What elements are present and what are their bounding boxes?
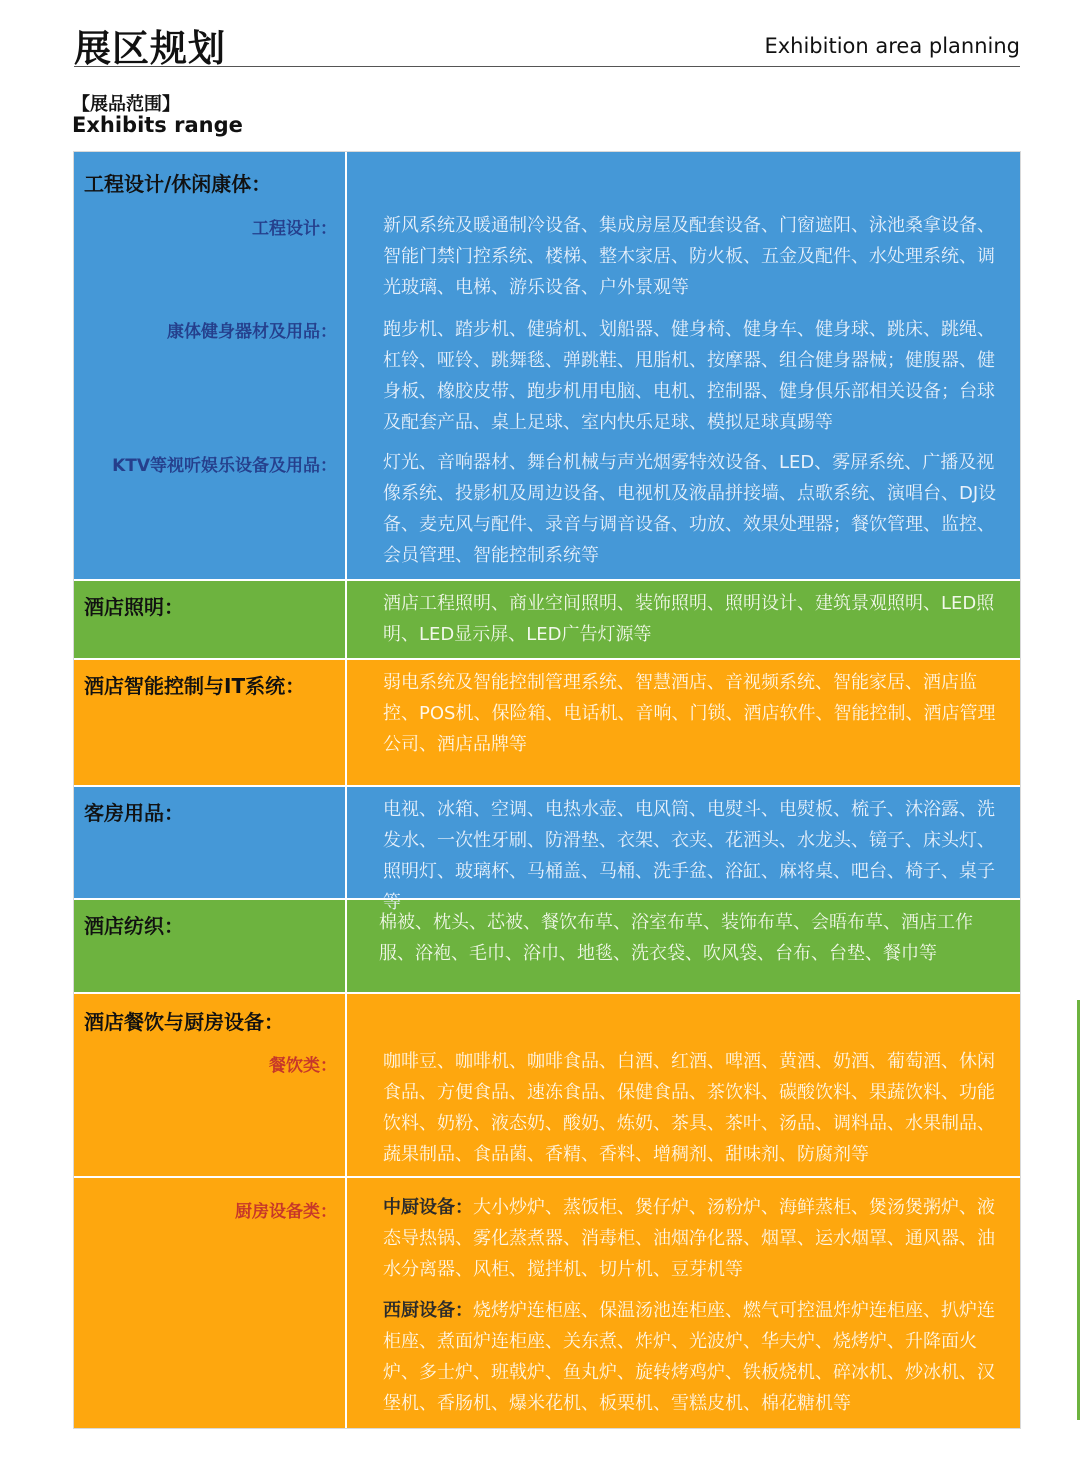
category-text: 棉被、枕头、芯被、餐饮布草、浴室布草、装饰布草、会晤布草、酒店工作服、浴袍、毛巾、浴巾、地毯、洗衣袋、吹风袋、台布、台垫、餐巾等 [379,912,973,964]
page-subtitle: Exhibition area planning [764,34,1020,58]
category-text: 电视、冰箱、空调、电热水壶、电风筒、电熨斗、电熨板、梳子、沐浴露、洗发水、一次性牙刷、防滑垫、衣架、衣夹、花洒头、水龙头、镜子、床头灯、照明灯、玻璃杯、马桶盖、马桶、洗手盆、浴缸、麻将桌、吧台、椅子、桌子等 [383,799,995,913]
subcategory-label: KTV等视听娱乐设备及用品： [74,447,347,579]
subcategory-text [347,1178,1020,1428]
kitchen-part-lead: 西厨设备： [383,1300,473,1321]
category-title: 酒店照明： [84,595,184,619]
kitchen-part-western [383,1295,1000,1419]
page-title: 展区规划 [74,27,226,70]
section-title-cn: 【展品范围】 [72,94,180,115]
subcategory-text: 灯光、音响器材、舞台机械与声光烟雾特效设备、LED、雾屏系统、广播及视像系统、投影机及周边设备、电视机及液晶拼接墙、点歌系统、演唱台、DJ设备、麦克风与配件、录音与调音设备、功放、效果处理器；餐饮管理、监控、会员管理、智能控制系统等 [383,452,997,566]
subcategory-label: 餐饮类： [74,1046,347,1176]
subcategory-label: 厨房设备类： [74,1178,347,1428]
subcategory-row [74,1046,1020,1178]
subcategory-text: 新风系统及暖通制冷设备、集成房屋及配套设备、门窗遮阳、泳池桑拿设备、智能门禁门控系统、楼梯、整木家居、防火板、五金及配件、水处理系统、调光玻璃、电梯、游乐设备、户外景观等 [383,215,995,298]
subcategory-text: 跑步机、踏步机、健骑机、划船器、健身椅、健身车、健身球、跳床、跳绳、杠铃、哑铃、跳舞毯、弹跳鞋、甩脂机、按摩器、组合健身器械；健腹器、健身板、橡胶皮带、跑步机用电脑、电机、控制器、健身俱乐部相关设备；台球及配套产品、桌上足球、室内快乐足球、模拟足球真踢等 [383,319,995,433]
exhibits-table [73,151,1021,1429]
category-row-lighting [74,581,1020,660]
category-title: 工程设计/休闲康体： [84,172,272,196]
category-text: 弱电系统及智能控制管理系统、智慧酒店、音视频系统、智能家居、酒店监控、POS机、保险箱、电话机、音响、门锁、酒店软件、智能控制、酒店管理公司、酒店品牌等 [383,672,996,755]
subcategory-label: 康体健身器材及用品： [74,314,347,447]
category-row-textiles [74,900,1020,994]
header-divider [74,66,1020,67]
kitchen-part-text: 大小炒炉、蒸饭柜、煲仔炉、汤粉炉、海鲜蒸柜、煲汤煲粥炉、液态导热锅、雾化蒸煮器、消毒柜、油烟净化器、烟罩、运水烟罩、通风器、油水分离器、风柜、搅拌机、切片机、豆芽机等 [383,1197,995,1280]
subcategory-row [74,447,1020,579]
subcategory-label: 工程设计： [74,210,347,314]
subcategory-text: 咖啡豆、咖啡机、咖啡食品、白酒、红酒、啤酒、黄酒、奶酒、葡萄酒、休闲食品、方便食品、速冻食品、保健食品、茶饮料、碳酸饮料、果蔬饮料、功能饮料、奶粉、液态奶、酸奶、炼奶、茶具、茶叶、汤品、调料品、水果制品、蔬果制品、食品菌、香精、香料、增稠剂、甜味剂、防腐剂等 [383,1051,995,1165]
category-row-guestroom [74,787,1020,913]
category-row-engineering [74,152,1020,581]
kitchen-part-lead: 中厨设备： [383,1197,473,1218]
category-title: 客房用品： [84,801,184,825]
category-row-catering [74,994,1020,1428]
subcategory-row [74,210,1020,314]
kitchen-part-text: 烧烤炉连柜座、保温汤池连柜座、燃气可控温炸炉连柜座、扒炉连柜座、煮面炉连柜座、关东煮、炸炉、光波炉、华夫炉、烧烤炉、升降面火炉、多士炉、班戟炉、鱼丸炉、旋转烤鸡炉、铁板烧机、碎冰机、炒冰机、汉堡机、香肠机、爆米花机、板栗机、雪糕皮机、棉花糖机等 [383,1300,995,1414]
category-text: 酒店工程照明、商业空间照明、装饰照明、照明设计、建筑景观照明、LED照明、LED显示屏、LED广告灯源等 [383,593,995,645]
category-title: 酒店智能控制与IT系统： [84,674,306,698]
category-row-it-systems [74,660,1020,787]
category-title: 酒店餐饮与厨房设备： [84,1010,284,1034]
subcategory-row [74,314,1020,447]
subcategory-row [74,1178,1020,1428]
section-title-en: Exhibits range [72,113,243,137]
kitchen-part-chinese [383,1192,1000,1285]
category-title: 酒店纺织： [84,914,184,938]
